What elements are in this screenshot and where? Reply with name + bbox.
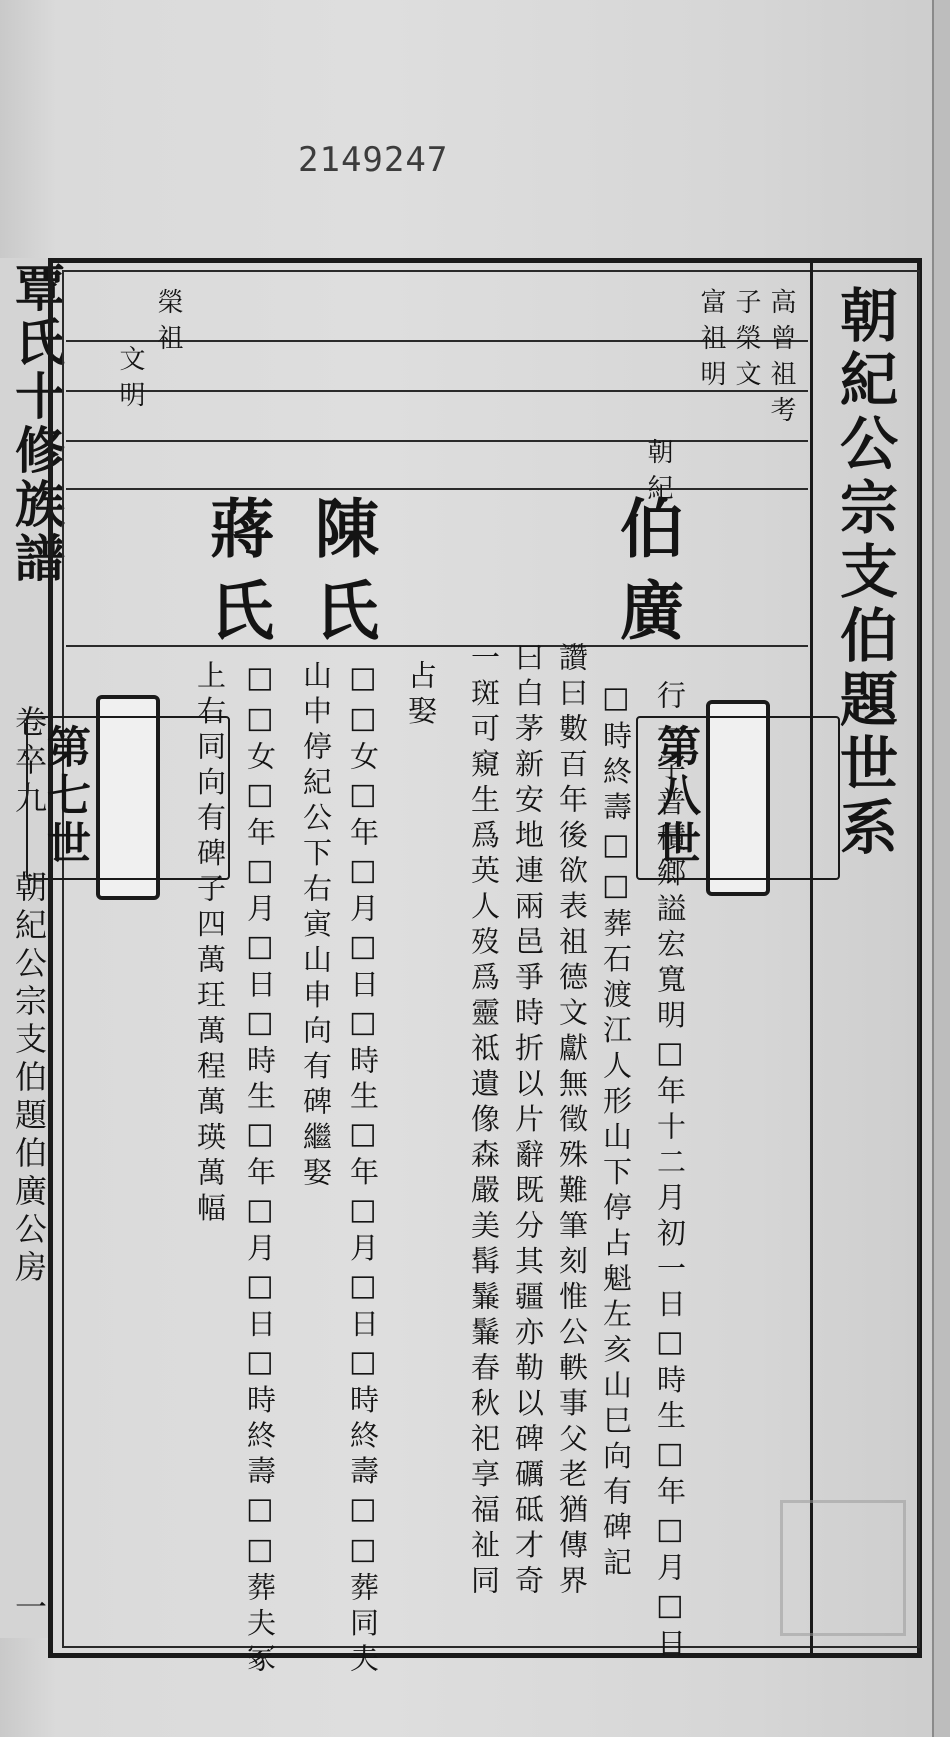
person-name-wife2: 蔣氏 (199, 495, 274, 659)
ancestor-col-5: 榮祖 (153, 288, 183, 360)
generation-badge-8 (649, 700, 770, 896)
title-column-divider (810, 262, 813, 1654)
ancestor-col-1: 高曾祖考 (766, 288, 796, 432)
page-edge (932, 0, 950, 1737)
page-number: 一 (10, 1590, 48, 1628)
ancestor-rule-4 (66, 488, 808, 490)
body-line-4: 曰白茅新安地連兩邑爭時折以片辭既分其疆亦勒以碑礪砥才奇 (511, 642, 545, 1601)
body-line-6: 占娶 (404, 660, 438, 731)
generation-label-7: 第七世 (39, 723, 90, 868)
library-seal (780, 1500, 906, 1636)
body-line-1: 行一字普積鄉謚宏寬明□年十二月初一日□時生□年□月□日 (653, 680, 687, 1664)
body-line-9: □□女□年□月□日□時生□年□月□日□時終壽□□葬夫冢 (243, 660, 277, 1679)
ancestor-col-3: 富祖明 (696, 288, 726, 396)
volume-label: 卷卒九 (10, 705, 48, 819)
ancestor-rule-3 (66, 440, 808, 442)
generation-badge-7 (39, 695, 160, 900)
person-name-main: 伯廣 (609, 495, 684, 659)
body-line-10: 上右同向有碑子四萬玨萬程萬瑛萬幅 (193, 660, 227, 1228)
person-name-wife1: 陳氏 (304, 495, 379, 659)
persons-rule (66, 645, 808, 647)
body-line-5: 一斑可窺生爲英人歿爲靈祗遺像森嚴美髯鬑鬑春秋祀享福祉同 (467, 642, 501, 1601)
book-title: 覃氏十修族譜 (7, 262, 66, 586)
ancestor-col-2: 子榮文 (731, 288, 761, 396)
body-line-8: 山中停紀公下右寅山申向有碑繼娶 (299, 660, 333, 1193)
body-line-7: □□女□年□月□日□時生□年□月□日□時終壽□□葬同夫 (346, 660, 380, 1679)
genealogy-title: 朝紀公宗支伯題世系 (830, 285, 898, 861)
generation-label-8: 第八世 (649, 724, 700, 868)
ancestor-col-6: 文明 (115, 345, 145, 417)
section-label: 朝紀公宗支伯題伯廣公房 (10, 870, 48, 1288)
ancestor-col-4: 朝紀 (643, 438, 673, 510)
catalog-number: 2149247 (298, 140, 449, 180)
body-line-2: □時終壽□□葬石渡江人形山下停占魁左亥山巳向有碑記 (599, 680, 633, 1583)
body-line-3: 讚曰數百年後欲表祖德文獻無徵殊難筆刻惟公軼事父老猶傳界 (555, 642, 589, 1601)
